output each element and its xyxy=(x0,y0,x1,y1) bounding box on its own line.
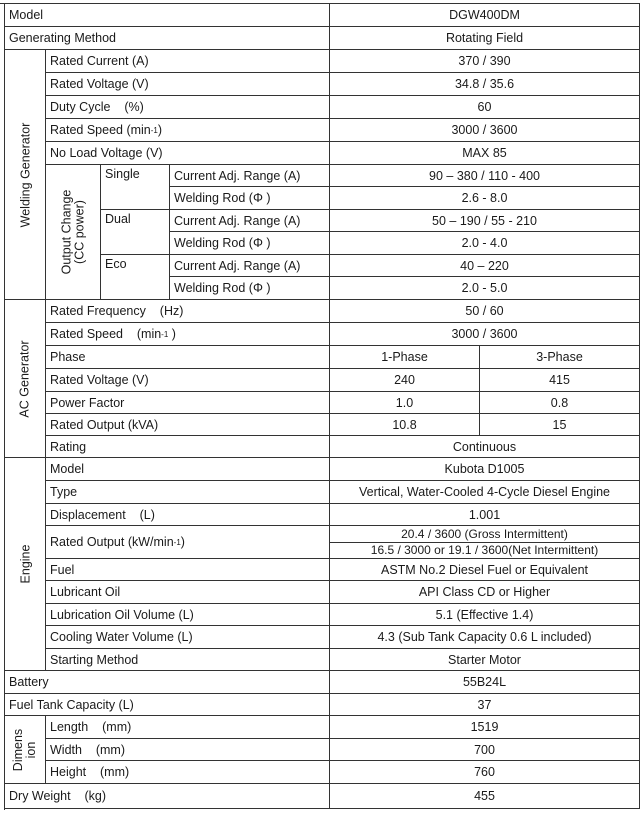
model-label: Model xyxy=(5,4,330,27)
ac-generator-title: AC Generator xyxy=(18,339,32,418)
welding-generator-section xyxy=(5,50,46,300)
no-load-voltage-value: MAX 85 xyxy=(330,142,640,165)
phase-3-value: 3-Phase xyxy=(480,346,640,369)
rated-frequency-value: 50 / 60 xyxy=(330,300,640,323)
fuel-tank-label: Fuel Tank Capacity (L) xyxy=(5,694,330,716)
dual-mode-label: Dual xyxy=(101,210,170,255)
rated-speed-label xyxy=(46,119,330,142)
rated-current-value: 370 / 390 xyxy=(330,50,640,73)
ac-rated-voltage-label: Rated Voltage (V) xyxy=(46,369,330,392)
eco-rod-value: 2.0 - 5.0 xyxy=(330,277,640,300)
ac-rated-speed-label-sup: -1 xyxy=(161,329,169,339)
engine-rated-output-gross: 20.4 / 3600 (Gross Intermittent) xyxy=(330,526,639,543)
single-range-label: Current Adj. Range (A) xyxy=(170,165,330,187)
no-load-voltage-label: No Load Voltage (V) xyxy=(46,142,330,165)
ac-rated-output-3-value: 15 xyxy=(480,414,640,436)
rated-speed-label-text: Rated Speed (min xyxy=(50,123,151,137)
ac-rated-voltage-1-value: 240 xyxy=(330,369,480,392)
rated-current-label: Rated Current (A) xyxy=(46,50,330,73)
engine-type-value: Vertical, Water-Cooled 4-Cycle Diesel Engine xyxy=(330,481,640,504)
engine-rated-output-label-text: Rated Output (kW/min xyxy=(50,535,174,549)
lubricant-oil-label: Lubricant Oil xyxy=(46,581,330,604)
single-rod-value: 2.6 - 8.0 xyxy=(330,187,640,210)
output-change-line2: (CC power) xyxy=(72,200,87,264)
battery-value: 55B24L xyxy=(330,671,640,694)
dry-weight-value: 455 xyxy=(330,784,640,809)
dry-weight-label: Dry Weight (kg) xyxy=(5,784,330,809)
ac-generator-section xyxy=(5,300,46,458)
height-value: 760 xyxy=(330,761,640,784)
dimension-title-line2: ion xyxy=(24,741,38,758)
width-value: 700 xyxy=(330,739,640,761)
phase-label: Phase xyxy=(46,346,330,369)
eco-mode-label: Eco xyxy=(101,255,170,300)
generating-method-value: Rotating Field xyxy=(330,27,640,50)
ac-rated-speed-label-text: Rated Speed (min xyxy=(50,327,162,341)
power-factor-label: Power Factor xyxy=(46,392,330,414)
rated-frequency-label: Rated Frequency (Hz) xyxy=(46,300,330,323)
engine-type-label: Type xyxy=(46,481,330,504)
lubricant-oil-value: API Class CD or Higher xyxy=(330,581,640,604)
eco-range-value: 40 – 220 xyxy=(330,255,640,277)
eco-rod-label: Welding Rod (Φ ) xyxy=(170,277,330,300)
engine-rated-output-label-end: ) xyxy=(180,535,185,549)
engine-rated-output-label xyxy=(46,526,330,559)
single-range-value: 90 – 380 / 110 - 400 xyxy=(330,165,640,187)
ac-rated-speed-label xyxy=(46,323,330,346)
welding-generator-title: Welding Generator xyxy=(18,122,32,227)
cooling-volume-label: Cooling Water Volume (L) xyxy=(46,626,330,649)
single-rod-label: Welding Rod (Φ ) xyxy=(170,187,330,210)
rating-label: Rating xyxy=(46,436,330,458)
starting-method-value: Starter Motor xyxy=(330,649,640,671)
output-change-line1: Output Change xyxy=(59,189,74,275)
starting-method-label: Starting Method xyxy=(46,649,330,671)
rated-speed-value: 3000 / 3600 xyxy=(330,119,640,142)
height-label: Height (mm) xyxy=(46,761,330,784)
lube-volume-value: 5.1 (Effective 1.4) xyxy=(330,604,640,626)
ac-rated-speed-value: 3000 / 3600 xyxy=(330,323,640,346)
rated-voltage-value: 34.8 / 35.6 xyxy=(330,73,640,96)
engine-model-value: Kubota D1005 xyxy=(330,458,640,481)
engine-rated-output-values xyxy=(330,526,640,559)
duty-cycle-label: Duty Cycle (%) xyxy=(46,96,330,119)
engine-section xyxy=(5,458,46,671)
dimension-title xyxy=(12,728,38,770)
lube-volume-label: Lubrication Oil Volume (L) xyxy=(46,604,330,626)
output-change-title xyxy=(60,190,86,275)
length-value: 1519 xyxy=(330,716,640,739)
dual-range-value: 50 – 190 / 55 - 210 xyxy=(330,210,640,232)
engine-rated-output-net: 16.5 / 3000 or 19.1 / 3600(Net Intermittent) xyxy=(370,543,599,558)
duty-cycle-value: 60 xyxy=(330,96,640,119)
dimension-section xyxy=(5,716,46,784)
rating-value: Continuous xyxy=(330,436,640,458)
eco-range-label: Current Adj. Range (A) xyxy=(170,255,330,277)
engine-title: Engine xyxy=(18,544,32,584)
fuel-value: ASTM No.2 Diesel Fuel or Equivalent xyxy=(330,559,640,581)
model-value: DGW400DM xyxy=(330,4,640,27)
displacement-value: 1.001 xyxy=(330,504,640,526)
length-label: Length (mm) xyxy=(46,716,330,739)
rated-voltage-label: Rated Voltage (V) xyxy=(46,73,330,96)
rated-speed-label-sup: -1 xyxy=(150,125,158,135)
dual-rod-value: 2.0 - 4.0 xyxy=(330,232,640,255)
dimension-title-line1: Dimens xyxy=(11,728,25,771)
dual-range-label: Current Adj. Range (A) xyxy=(170,210,330,232)
ac-rated-speed-label-end: ) xyxy=(168,327,176,341)
ac-rated-voltage-3-value: 415 xyxy=(480,369,640,392)
ac-rated-output-1-value: 10.8 xyxy=(330,414,480,436)
engine-model-label: Model xyxy=(46,458,330,481)
ac-rated-output-label: Rated Output (kVA) xyxy=(46,414,330,436)
width-label: Width (mm) xyxy=(46,739,330,761)
generating-method-label: Generating Method xyxy=(5,27,330,50)
engine-rated-output-label-sup: -1 xyxy=(173,537,181,547)
phase-1-value: 1-Phase xyxy=(330,346,480,369)
battery-label: Battery xyxy=(5,671,330,694)
fuel-tank-value: 37 xyxy=(330,694,640,716)
dual-rod-label: Welding Rod (Φ ) xyxy=(170,232,330,255)
output-change-section xyxy=(46,165,101,300)
rated-speed-label-end: ) xyxy=(157,123,163,137)
power-factor-3-value: 0.8 xyxy=(480,392,640,414)
cooling-volume-value: 4.3 (Sub Tank Capacity 0.6 L included) xyxy=(330,626,640,649)
power-factor-1-value: 1.0 xyxy=(330,392,480,414)
displacement-label: Displacement (L) xyxy=(46,504,330,526)
fuel-label: Fuel xyxy=(46,559,330,581)
single-mode-label: Single xyxy=(101,165,170,210)
